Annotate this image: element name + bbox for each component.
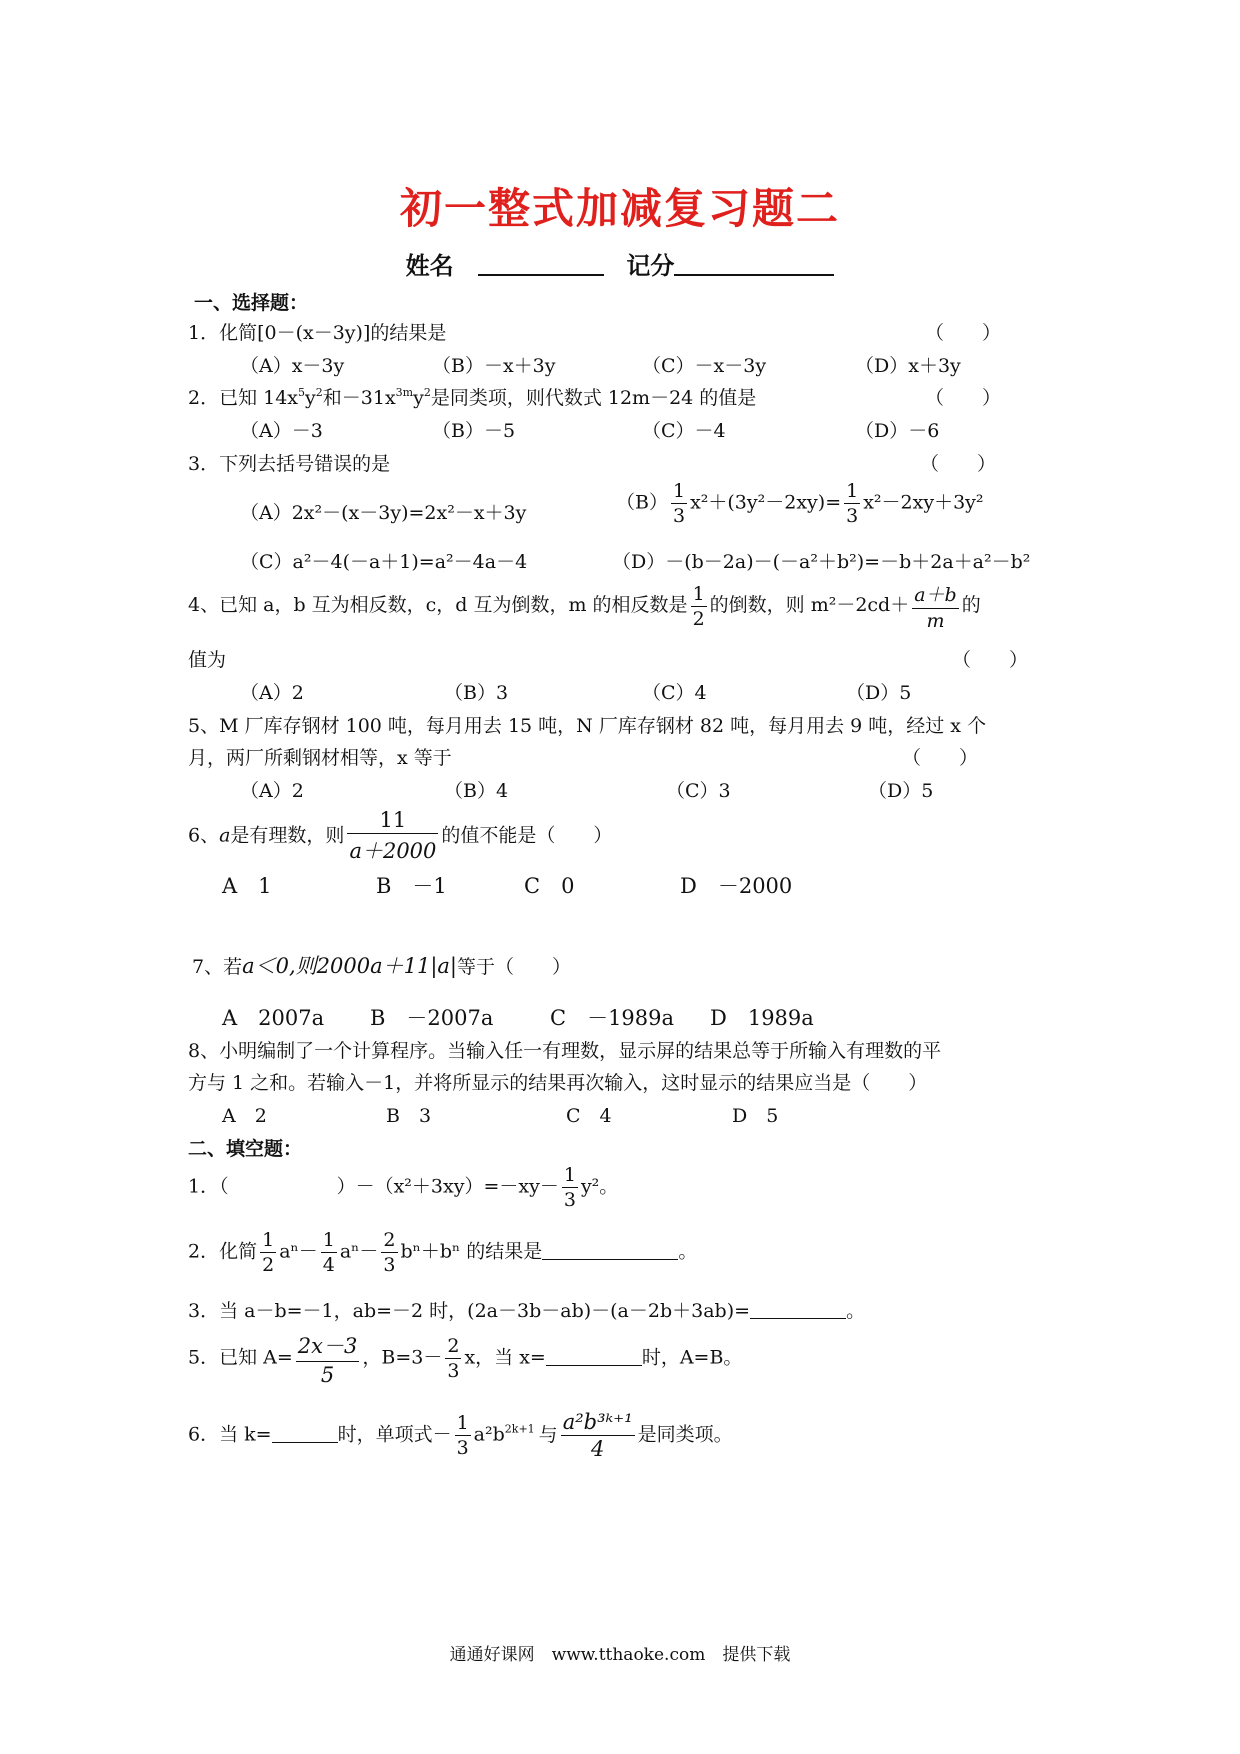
q2-option-b[interactable]: （B）－5 xyxy=(432,420,516,442)
fraction-denominator: m xyxy=(912,608,959,632)
one-third-fraction xyxy=(844,480,860,527)
fill-q1 xyxy=(188,1164,618,1211)
q6-option-d[interactable]: D －2000 xyxy=(680,874,793,898)
fraction-denominator: 4 xyxy=(561,1435,635,1461)
q3-b-text: x²－2xy＋3y² xyxy=(863,491,984,514)
score-label: 记分 xyxy=(626,252,675,280)
fill-q2-part: 2．化简 xyxy=(188,1240,258,1263)
fill-q5 xyxy=(188,1330,742,1387)
two-thirds-fraction xyxy=(445,1335,461,1382)
q7-stem xyxy=(192,950,571,980)
q4-option-c[interactable]: （C）4 xyxy=(642,682,707,704)
fill-q5-part: x，当 x= xyxy=(464,1346,546,1369)
q7-condition: a＜0,则2000a＋11|a| xyxy=(242,954,458,978)
q1-stem: 1．化简[0－(x－3y)]的结果是 xyxy=(188,322,447,344)
q6-stem-part: 6、 xyxy=(188,824,220,847)
q1-option-c[interactable]: （C）－x－3y xyxy=(642,355,767,377)
fill-q6-sup: 2k+1 xyxy=(504,1422,535,1436)
name-blank[interactable] xyxy=(478,252,604,276)
fill-q2-part: 。 xyxy=(678,1240,698,1263)
page-title: 初一整式加减复习题二 xyxy=(399,184,840,233)
fill-q6-part: 与 xyxy=(538,1423,558,1446)
q7-option-c[interactable]: C －1989a xyxy=(550,1006,675,1030)
q7-option-a[interactable]: A 2007a xyxy=(222,1006,325,1030)
q6-option-c[interactable]: C 0 xyxy=(524,874,575,898)
fraction-numerator: 1 xyxy=(456,1412,469,1434)
q2-stem-part: 2．已知 14x xyxy=(188,387,299,409)
q2-stem-part: y xyxy=(305,387,316,409)
fraction-numerator: a＋b xyxy=(914,584,957,606)
q1-option-d[interactable]: （D）x＋3y xyxy=(855,355,961,377)
q3-b-text: x²＋(3y²－2xy)= xyxy=(690,491,842,514)
one-third-fraction xyxy=(671,480,687,527)
q8-option-c[interactable]: C 4 xyxy=(566,1105,612,1127)
fraction-denominator: 4 xyxy=(322,1254,335,1276)
q2-option-d[interactable]: （D）－6 xyxy=(855,420,940,442)
name-label: 姓名 xyxy=(405,252,454,280)
q4-option-d[interactable]: （D）5 xyxy=(846,682,912,704)
q8-option-b[interactable]: B 3 xyxy=(386,1105,432,1127)
fraction-denominator: 2 xyxy=(692,607,705,630)
fraction-denominator: a＋2000 xyxy=(347,833,438,865)
q6-stem-part: 是有理数，则 xyxy=(230,824,345,847)
fraction-denominator: 2 xyxy=(262,1254,275,1276)
fill-q5-part: 5．已知 A= xyxy=(188,1346,293,1369)
q4-option-a[interactable]: （A）2 xyxy=(240,682,304,704)
q2-answer-paren[interactable]: （ ） xyxy=(925,387,1002,409)
q2-stem-part: 和－31x xyxy=(322,387,396,409)
q7-stem-part: 7、若 xyxy=(192,956,243,978)
q3-answer-paren[interactable]: （ ） xyxy=(920,453,997,475)
fraction-denominator: 3 xyxy=(383,1254,396,1276)
q8-option-a[interactable]: A 2 xyxy=(222,1105,267,1127)
q5-stem-cont: 月，两厂所剩钢材相等，x 等于 xyxy=(188,747,452,769)
one-half-fraction xyxy=(691,583,707,630)
q6-option-a[interactable]: A 1 xyxy=(222,874,272,898)
one-third-fraction xyxy=(455,1412,471,1459)
fraction-numerator: 1 xyxy=(692,582,705,605)
fill-q3-part: 3．当 a－b=－1，ab=－2 时，(2a－3b－ab)－(a－2b＋3ab)= xyxy=(188,1300,751,1322)
fill-q1-part: y²。 xyxy=(580,1175,619,1198)
q2-sup: 5 xyxy=(298,386,306,399)
q6-stem xyxy=(188,808,612,865)
q3-option-b[interactable] xyxy=(616,480,984,527)
section-fill-heading: 二、填空题： xyxy=(188,1138,303,1160)
fraction-numerator: 1 xyxy=(322,1229,335,1251)
q4-stem-part: 4、已知 a，b 互为相反数，c，d 互为倒数，m 的相反数是 xyxy=(188,594,688,616)
q7-option-d[interactable]: D 1989a xyxy=(710,1006,814,1030)
q3-b-label: （B） xyxy=(616,491,668,514)
q2-option-c[interactable]: （C）－4 xyxy=(642,420,726,442)
name-score-bar xyxy=(0,246,1240,281)
fill-q6-part: 时，单项式－ xyxy=(337,1423,452,1446)
fill-q1-part: 1．（ xyxy=(188,1175,229,1198)
q5-answer-paren[interactable]: （ ） xyxy=(902,747,979,769)
fraction-denominator: 3 xyxy=(846,505,859,527)
fill-q2 xyxy=(188,1229,697,1276)
q2-sup: 2 xyxy=(315,386,323,399)
fraction-numerator: 1 xyxy=(563,1164,576,1186)
q5-stem: 5、M 厂库存钢材 100 吨，每月用去 15 吨，N 厂库存钢材 82 吨，每月用去 9 吨，经过 x 个 xyxy=(188,715,987,737)
q8-option-d[interactable]: D 5 xyxy=(732,1105,779,1127)
eleven-over-a-plus-2000-fraction xyxy=(347,808,438,865)
q2-stem xyxy=(188,383,756,410)
q2-stem-part: 是同类项，则代数式 12m－24 的值是 xyxy=(430,387,757,409)
two-thirds-fraction xyxy=(381,1229,397,1276)
monomial-over-four-fraction xyxy=(561,1410,635,1461)
one-third-fraction xyxy=(562,1164,578,1211)
fill-q2-part: aⁿ－ xyxy=(339,1240,379,1263)
fill-q6-part: 是同类项。 xyxy=(637,1423,733,1446)
q6-option-b[interactable]: B －1 xyxy=(376,874,447,898)
fill-q5-part: 时，A=B。 xyxy=(641,1346,743,1369)
q8-stem: 8、小明编制了一个计算程序。当输入任一有理数，显示屏的结果总等于所输入有理数的平 xyxy=(188,1040,942,1062)
fill-q1-part: ）－（x²＋3xy）=－xy－ xyxy=(336,1175,559,1198)
q4-stem-cont: 值为 xyxy=(188,649,227,671)
fill-q6 xyxy=(188,1410,733,1461)
page-footer: 通通好课网 www.tthaoke.com 提供下载 xyxy=(449,1645,791,1665)
fill-q5-part: ，B=3－ xyxy=(362,1346,443,1369)
score-blank[interactable] xyxy=(674,252,834,276)
q4-option-b[interactable]: （B）3 xyxy=(444,682,509,704)
fraction-numerator: 2x－3 xyxy=(297,1334,358,1358)
fill-q3-part: 。 xyxy=(846,1300,866,1322)
q7-stem-part: 等于（ ） xyxy=(457,956,572,978)
q5-option-d[interactable]: （D）5 xyxy=(868,780,934,802)
fraction-numerator: 2 xyxy=(447,1335,460,1357)
q7-option-b[interactable]: B －2007a xyxy=(370,1006,494,1030)
fill-q5-blank[interactable] xyxy=(546,1347,642,1366)
fraction-denominator: 5 xyxy=(296,1361,360,1387)
fraction-denominator: 3 xyxy=(447,1360,460,1382)
q5-option-c[interactable]: （C）3 xyxy=(666,780,731,802)
q4-stem-part: 的倒数，则 m²－2cd＋ xyxy=(709,594,910,616)
q1-answer-paren[interactable]: （ ） xyxy=(925,322,1002,344)
q2-sup: 2 xyxy=(423,386,431,399)
q3-stem: 3．下列去括号错误的是 xyxy=(188,453,391,475)
section-choice-heading: 一、选择题： xyxy=(194,292,309,314)
fraction-numerator: 1 xyxy=(672,480,686,502)
one-quarter-fraction xyxy=(321,1229,337,1276)
q5-option-b[interactable]: （B）4 xyxy=(444,780,509,802)
q4-answer-paren[interactable]: （ ） xyxy=(952,649,1029,671)
q2-stem-part: y xyxy=(413,387,424,409)
q5-option-a[interactable]: （A）2 xyxy=(240,780,304,802)
fill-q6-blank[interactable] xyxy=(272,1424,338,1443)
fill-q6-part: 6．当 k= xyxy=(188,1423,272,1446)
q4-stem-part: 的 xyxy=(961,594,981,616)
fraction-numerator: 11 xyxy=(379,808,407,832)
fraction-numerator: 2 xyxy=(383,1229,396,1251)
fill-q3-blank[interactable] xyxy=(750,1300,846,1319)
fill-q2-blank[interactable] xyxy=(542,1241,678,1260)
q8-stem-cont: 方与 1 之和。若输入－1，并将所显示的结果再次输入，这时显示的结果应当是（ ） xyxy=(188,1072,928,1094)
fill-q2-part: aⁿ－ xyxy=(279,1240,318,1263)
q2-option-a[interactable]: （A）－3 xyxy=(240,420,323,442)
fraction-denominator: 3 xyxy=(563,1189,576,1211)
q1-option-b[interactable]: （B）－x＋3y xyxy=(432,355,556,377)
q3-option-c[interactable]: （C）a²－4(－a＋1)=a²－4a－4 xyxy=(240,551,528,573)
q2-sup: 3m xyxy=(395,386,414,399)
fill-q2-part: bⁿ＋bⁿ 的结果是 xyxy=(400,1240,543,1263)
q1-option-a[interactable]: （A）x－3y xyxy=(240,355,345,377)
fraction-denominator: 3 xyxy=(672,505,686,527)
q6-stem-part: 的值不能是（ ） xyxy=(441,824,613,847)
q6-variable: a xyxy=(219,824,231,847)
two-x-minus-three-over-five-fraction xyxy=(296,1330,360,1387)
one-half-fraction xyxy=(260,1229,276,1276)
fraction-numerator: 1 xyxy=(262,1229,275,1251)
fraction-numerator: a²b³ᵏ⁺¹ xyxy=(562,1410,633,1434)
fill-q6-part: a²b xyxy=(473,1423,505,1446)
q4-stem xyxy=(188,580,981,632)
fraction-numerator: 1 xyxy=(846,480,859,502)
q3-option-a[interactable]: （A）2x²－(x－3y)=2x²－x＋3y xyxy=(240,502,527,524)
a-plus-b-over-m-fraction xyxy=(912,580,959,632)
q3-option-d[interactable]: （D）－(b－2a)－(－a²＋b²)=－b＋2a＋a²－b² xyxy=(612,551,1031,573)
fraction-denominator: 3 xyxy=(456,1437,469,1459)
fill-q3 xyxy=(188,1296,865,1323)
